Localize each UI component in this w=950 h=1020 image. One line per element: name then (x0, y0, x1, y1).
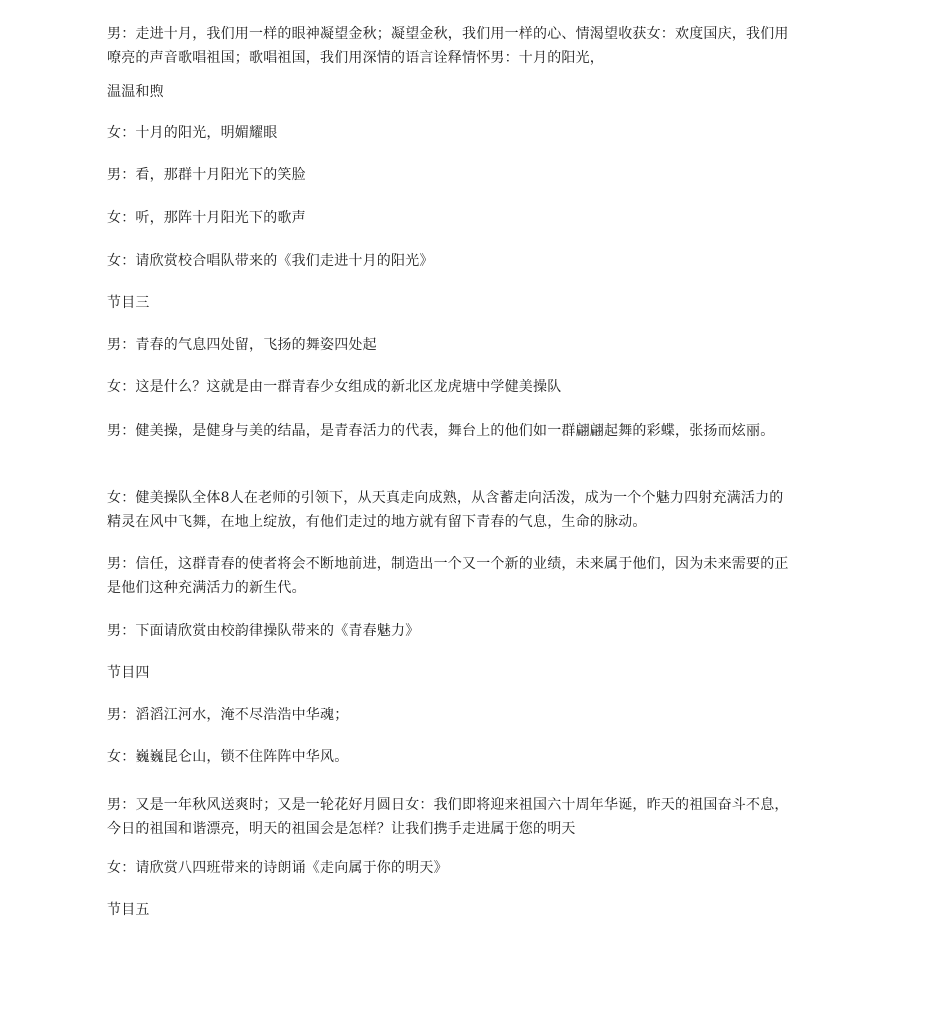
paragraph-3: 女：十月的阳光，明媚耀眼 (107, 125, 278, 141)
section-heading-4: 节目四 (107, 665, 150, 681)
paragraph-1: 男：走进十月，我们用一样的眼神凝望金秋；凝望金秋，我们用一样的心、情渴望收获女：欢度国庆，我们用嘹亮的声音歌唱祖国；歌唱祖国，我们用深情的语言诠释情怀男：十月的阳光， (107, 26, 789, 66)
paragraph-12: 男：下面请欣赏由校韵律操队带来的《青春魅力》 (107, 623, 420, 639)
paragraph-2: 温温和煦 (107, 84, 164, 100)
paragraph-5: 女：听，那阵十月阳光下的歌声 (107, 210, 306, 226)
paragraph-4: 男：看，那群十月阳光下的笑脸 (107, 167, 306, 183)
paragraph-13: 男：滔滔江河水，淹不尽浩浩中华魂； (107, 707, 349, 723)
paragraph-10: 女：健美操队全体8人在老师的引领下，从天真走向成熟，从含蓄走向活泼，成为一个个魅力四射充满活力的精灵在风中飞舞，在地上绽放，有他们走过的地方就有留下青春的气息，生命的脉动。 (107, 490, 784, 530)
paragraph-15: 男：又是一年秋风送爽时；又是一轮花好月圆日女：我们即将迎来祖国六十周年华诞，昨天的祖国奋斗不息，今日的祖国和谐漂亮，明天的祖国会是怎样？让我们携手走进属于您的明天 (107, 797, 789, 837)
paragraph-6: 女：请欣赏校合唱队带来的《我们走进十月的阳光》 (107, 253, 434, 269)
paragraph-11: 男：信任，这群青春的使者将会不断地前进，制造出一个又一个新的业绩，未来属于他们，因为未来需要的正是他们这种充满活力的新生代。 (107, 556, 789, 596)
paragraph-9: 男：健美操，是健身与美的结晶，是青春活力的代表，舞台上的他们如一群翩翩起舞的彩蝶，张扬而炫丽。 (107, 423, 775, 439)
section-heading-5: 节目五 (107, 902, 150, 918)
paragraph-16: 女：请欣赏八四班带来的诗朗诵《走向属于你的明天》 (107, 860, 448, 876)
paragraph-7: 男：青春的气息四处留，飞扬的舞姿四处起 (107, 337, 377, 353)
section-heading-3: 节目三 (107, 295, 150, 311)
paragraph-8: 女：这是什么？这就是由一群青春少女组成的新北区龙虎塘中学健美操队 (107, 379, 562, 395)
paragraph-14: 女：巍巍昆仑山，锁不住阵阵中华风。 (107, 749, 349, 765)
